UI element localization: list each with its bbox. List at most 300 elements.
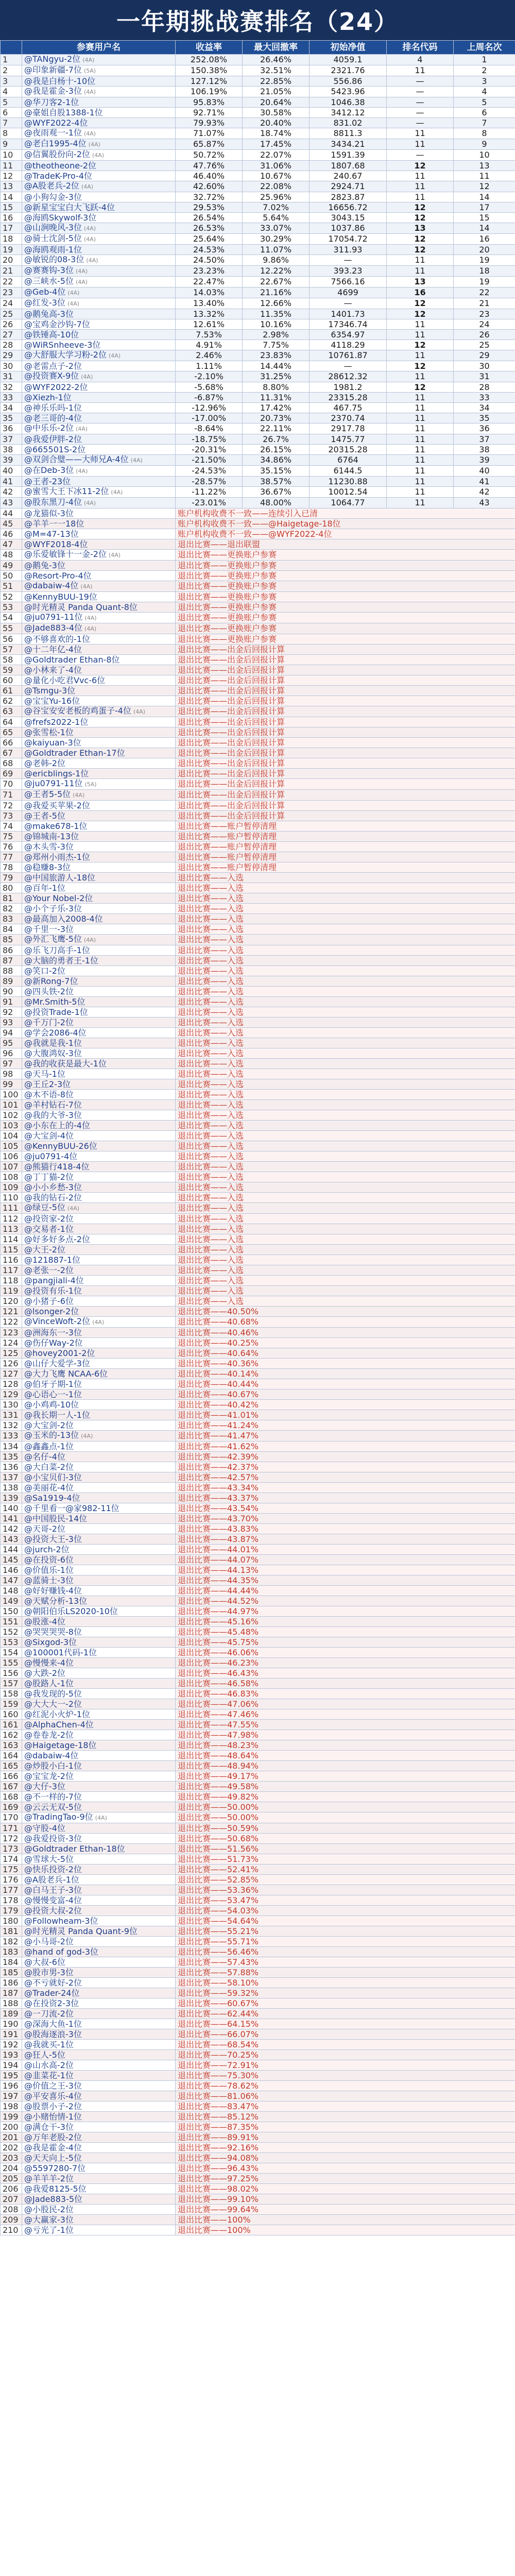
username-link[interactable]: @Jade883-5位 bbox=[24, 2194, 83, 2204]
row-username[interactable] bbox=[22, 1844, 176, 1854]
row-username[interactable] bbox=[22, 361, 176, 371]
username-link[interactable]: @双剑合璧——大师兄A-4位 bbox=[24, 454, 129, 464]
username-link[interactable]: @Sixgod-3位 bbox=[24, 1637, 77, 1647]
row-username[interactable] bbox=[22, 330, 176, 340]
row-username[interactable] bbox=[22, 1472, 176, 1483]
username-link[interactable]: @新星宝宝白大飞跃-4位 bbox=[24, 202, 115, 212]
username-link[interactable]: @在投资-6位 bbox=[24, 1554, 74, 1565]
username-link[interactable]: @WYF2022-2位 bbox=[24, 382, 88, 392]
row-username[interactable] bbox=[22, 1121, 176, 1131]
row-username[interactable] bbox=[22, 1916, 176, 1926]
row-username[interactable] bbox=[22, 1131, 176, 1141]
username-link[interactable]: @我是白杨十-10位 bbox=[24, 76, 96, 86]
username-link[interactable]: @AlphaChen-4位 bbox=[24, 1719, 94, 1730]
username-link[interactable]: @稳赚8-3位 bbox=[24, 862, 71, 872]
row-username[interactable] bbox=[22, 1452, 176, 1462]
row-username[interactable] bbox=[22, 2040, 176, 2050]
username-link[interactable]: @一刀流-2位 bbox=[24, 2008, 74, 2019]
row-username[interactable] bbox=[22, 1709, 176, 1720]
username-link[interactable]: @股票小子-2位 bbox=[24, 2101, 82, 2111]
row-username[interactable] bbox=[22, 779, 176, 790]
username-link[interactable]: @小猪子-6位 bbox=[24, 1296, 74, 1306]
username-link[interactable]: @玉米的-13位 bbox=[24, 1430, 79, 1440]
row-username[interactable] bbox=[22, 1018, 176, 1028]
row-username[interactable] bbox=[22, 1276, 176, 1286]
username-link[interactable]: @大跌-2位 bbox=[24, 1668, 65, 1678]
row-username[interactable] bbox=[22, 738, 176, 748]
row-username[interactable] bbox=[22, 87, 176, 97]
row-username[interactable] bbox=[22, 2071, 176, 2081]
username-link[interactable]: @小股民-2位 bbox=[24, 2204, 74, 2214]
row-username[interactable] bbox=[22, 1193, 176, 1203]
username-link[interactable]: @KennyBUU-19位 bbox=[24, 591, 97, 602]
row-username[interactable] bbox=[22, 65, 176, 76]
username-link[interactable]: @小宝贝们-3位 bbox=[24, 1472, 82, 1482]
row-username[interactable] bbox=[22, 1493, 176, 1503]
username-link[interactable]: @郑州小雨杰-1位 bbox=[24, 852, 90, 862]
username-link[interactable]: @朝阳伯乐LS2020-10位 bbox=[24, 1606, 118, 1616]
row-username[interactable] bbox=[22, 1720, 176, 1730]
row-username[interactable] bbox=[22, 623, 176, 634]
row-username[interactable] bbox=[22, 1782, 176, 1792]
row-username[interactable] bbox=[22, 945, 176, 956]
row-username[interactable] bbox=[22, 393, 176, 403]
row-username[interactable] bbox=[22, 1286, 176, 1296]
row-username[interactable] bbox=[22, 1110, 176, 1121]
username-link[interactable]: @Your Nobel-2位 bbox=[24, 893, 93, 903]
username-link[interactable]: @伯牙子期-1位 bbox=[24, 1379, 82, 1389]
row-username[interactable] bbox=[22, 340, 176, 350]
username-link[interactable]: @投资赛X-9位 bbox=[24, 371, 79, 381]
username-link[interactable]: @神乐乐吗-1位 bbox=[24, 402, 82, 413]
username-link[interactable]: @我爱买苹果-2位 bbox=[24, 800, 90, 810]
username-link[interactable]: @大大大一-2位 bbox=[24, 1699, 82, 1709]
username-link[interactable]: @TANgyu-2位 bbox=[24, 54, 81, 64]
username-link[interactable]: @股市男-3位 bbox=[24, 1967, 74, 1977]
username-link[interactable]: @我是霍金-3位 bbox=[24, 86, 82, 96]
username-link[interactable]: @乐飞刀高手-1位 bbox=[24, 945, 90, 955]
username-link[interactable]: @百年-1位 bbox=[24, 883, 65, 893]
username-link[interactable]: @Followheam-3位 bbox=[24, 1916, 98, 1926]
username-link[interactable]: @价值之王-3位 bbox=[24, 2080, 82, 2091]
username-link[interactable]: @KennyBUU-26位 bbox=[24, 1141, 97, 1151]
row-username[interactable] bbox=[22, 1483, 176, 1493]
row-username[interactable] bbox=[22, 1792, 176, 1802]
row-username[interactable] bbox=[22, 1069, 176, 1079]
row-username[interactable] bbox=[22, 1988, 176, 1998]
row-username[interactable] bbox=[22, 1379, 176, 1389]
username-link[interactable]: @快乐投资-2位 bbox=[24, 1864, 82, 1874]
username-link[interactable]: @鑫鑫点-1位 bbox=[24, 1441, 74, 1451]
username-link[interactable]: @ju0791-11位 bbox=[24, 612, 83, 622]
row-username[interactable] bbox=[22, 1420, 176, 1431]
username-link[interactable]: @不够喜欢的-1位 bbox=[24, 634, 90, 644]
username-link[interactable]: @Resort-Pro-4位 bbox=[24, 570, 92, 581]
row-username[interactable] bbox=[22, 1968, 176, 1978]
row-username[interactable] bbox=[22, 914, 176, 924]
row-username[interactable] bbox=[22, 1606, 176, 1617]
username-link[interactable]: @股涨-4位 bbox=[24, 1616, 65, 1626]
row-username[interactable] bbox=[22, 1296, 176, 1307]
row-username[interactable] bbox=[22, 519, 176, 529]
row-username[interactable] bbox=[22, 2060, 176, 2071]
username-link[interactable]: @TradingTao-9位 bbox=[24, 1812, 93, 1822]
username-link[interactable]: @山水高-2位 bbox=[24, 2060, 74, 2070]
username-link[interactable]: @心语心一-1位 bbox=[24, 1389, 82, 1399]
username-link[interactable]: @小东在上的-4位 bbox=[24, 1120, 90, 1130]
username-link[interactable]: @洲海东一-3位 bbox=[24, 1327, 82, 1337]
username-link[interactable]: @小小乡愁-3位 bbox=[24, 1182, 82, 1192]
username-link[interactable]: @山仔大爱学-3位 bbox=[24, 1358, 90, 1368]
row-username[interactable] bbox=[22, 893, 176, 904]
username-link[interactable]: @Xiezh-1位 bbox=[24, 392, 72, 402]
row-username[interactable] bbox=[22, 1524, 176, 1534]
username-link[interactable]: @守股-4位 bbox=[24, 1823, 65, 1833]
username-link[interactable]: @我的收获是最大-1位 bbox=[24, 1058, 107, 1069]
row-username[interactable] bbox=[22, 1389, 176, 1400]
row-username[interactable] bbox=[22, 1534, 176, 1545]
username-link[interactable]: @宝宝龙-2位 bbox=[24, 1771, 74, 1781]
row-username[interactable] bbox=[22, 1771, 176, 1782]
row-username[interactable] bbox=[22, 1100, 176, 1110]
row-username[interactable] bbox=[22, 675, 176, 686]
row-username[interactable] bbox=[22, 118, 176, 128]
username-link[interactable]: @深海大鱼-1位 bbox=[24, 2019, 82, 2029]
username-link[interactable]: @WiRSnheeve-3位 bbox=[24, 340, 101, 350]
username-link[interactable]: @TradeK-Pro-4位 bbox=[24, 171, 93, 181]
row-username[interactable] bbox=[22, 1307, 176, 1317]
username-link[interactable]: @狂人-5位 bbox=[24, 2049, 65, 2060]
username-link[interactable]: @投资大王-3位 bbox=[24, 1534, 82, 1544]
username-link[interactable]: @鹅兔高-3位 bbox=[24, 309, 74, 319]
username-link[interactable]: @印象新疆-7位 bbox=[24, 65, 82, 75]
username-link[interactable]: @千里一-3位 bbox=[24, 924, 74, 934]
username-link[interactable]: @天哥-2位 bbox=[24, 1523, 65, 1534]
username-link[interactable]: @王丘2-3位 bbox=[24, 1079, 71, 1089]
username-link[interactable]: @小狗勾金-3位 bbox=[24, 192, 82, 202]
row-username[interactable] bbox=[22, 2174, 176, 2184]
row-username[interactable] bbox=[22, 223, 176, 234]
row-username[interactable] bbox=[22, 1802, 176, 1812]
row-username[interactable] bbox=[22, 202, 176, 213]
row-username[interactable] bbox=[22, 1328, 176, 1338]
row-username[interactable] bbox=[22, 2153, 176, 2163]
username-link[interactable]: @亏光了-1位 bbox=[24, 2225, 74, 2235]
row-username[interactable] bbox=[22, 2205, 176, 2215]
username-link[interactable]: @Goldtrader Ethan-8位 bbox=[24, 654, 120, 665]
username-link[interactable]: @大白菜-2位 bbox=[24, 1462, 74, 1472]
row-username[interactable] bbox=[22, 1761, 176, 1771]
row-username[interactable] bbox=[22, 1503, 176, 1514]
row-username[interactable] bbox=[22, 634, 176, 645]
row-username[interactable] bbox=[22, 550, 176, 561]
row-username[interactable] bbox=[22, 852, 176, 862]
username-link[interactable]: @老雷点子-2位 bbox=[24, 361, 82, 371]
row-username[interactable] bbox=[22, 1689, 176, 1699]
username-link[interactable]: @在投资2-3位 bbox=[24, 1998, 79, 2008]
row-username[interactable] bbox=[22, 1637, 176, 1648]
row-username[interactable] bbox=[22, 1151, 176, 1162]
row-username[interactable] bbox=[22, 1431, 176, 1442]
row-username[interactable] bbox=[22, 1203, 176, 1214]
username-link[interactable]: @中国股民-14位 bbox=[24, 1513, 88, 1523]
username-link[interactable]: @鹅兔-3位 bbox=[24, 560, 65, 570]
row-username[interactable] bbox=[22, 769, 176, 779]
username-link[interactable]: @股路人-1位 bbox=[24, 1678, 74, 1688]
username-link[interactable]: @锦城南-13位 bbox=[24, 831, 79, 841]
row-username[interactable] bbox=[22, 1545, 176, 1555]
username-link[interactable]: @jurch-2位 bbox=[24, 1544, 70, 1554]
row-username[interactable] bbox=[22, 434, 176, 445]
username-link[interactable]: @665501S-2位 bbox=[24, 444, 86, 454]
username-link[interactable]: @宝宝Yu-16位 bbox=[24, 696, 80, 706]
username-link[interactable]: @dabaiw-4位 bbox=[24, 1750, 79, 1760]
username-link[interactable]: @小马哥-2位 bbox=[24, 1936, 74, 1946]
username-link[interactable]: @蓝骑士-3位 bbox=[24, 1575, 74, 1585]
row-username[interactable] bbox=[22, 1854, 176, 1865]
username-link[interactable]: @学会2086-4位 bbox=[24, 1027, 87, 1038]
username-link[interactable]: @大腹鸿奴-3位 bbox=[24, 1048, 82, 1058]
row-username[interactable] bbox=[22, 1895, 176, 1906]
username-link[interactable]: @Trader-24位 bbox=[24, 1988, 80, 1998]
row-username[interactable] bbox=[22, 2122, 176, 2132]
username-link[interactable]: @M=47-13位 bbox=[24, 529, 79, 539]
username-link[interactable]: @铁锤高-10位 bbox=[24, 329, 79, 340]
row-username[interactable] bbox=[22, 1957, 176, 1968]
row-username[interactable] bbox=[22, 1338, 176, 1348]
row-username[interactable] bbox=[22, 1998, 176, 2009]
row-username[interactable] bbox=[22, 956, 176, 966]
row-username[interactable] bbox=[22, 403, 176, 413]
username-link[interactable]: @老三哥的-4位 bbox=[24, 413, 82, 423]
username-link[interactable]: @pangjiali-4位 bbox=[24, 1275, 84, 1285]
row-username[interactable] bbox=[22, 498, 176, 509]
username-link[interactable]: @外汇飞鹰-5位 bbox=[24, 934, 82, 944]
username-link[interactable]: @中国旅游人-18位 bbox=[24, 872, 96, 883]
username-link[interactable]: @华刀客2-1位 bbox=[24, 97, 79, 107]
username-link[interactable]: @大叔-6位 bbox=[24, 1957, 65, 1967]
username-link[interactable]: @老张一-2位 bbox=[24, 1265, 74, 1275]
username-link[interactable]: @我就是我-1位 bbox=[24, 1038, 82, 1048]
username-link[interactable]: @小个子乐-3位 bbox=[24, 903, 82, 913]
row-username[interactable] bbox=[22, 192, 176, 202]
username-link[interactable]: @kaiyuan-3位 bbox=[24, 737, 81, 748]
username-link[interactable]: @十二年亿-4位 bbox=[24, 644, 82, 654]
row-username[interactable] bbox=[22, 319, 176, 330]
row-username[interactable] bbox=[22, 1369, 176, 1379]
row-username[interactable] bbox=[22, 255, 176, 266]
username-link[interactable]: @Sa1919-4位 bbox=[24, 1493, 80, 1503]
row-username[interactable] bbox=[22, 1410, 176, 1420]
username-link[interactable]: @ju0791-4位 bbox=[24, 1151, 78, 1161]
row-username[interactable] bbox=[22, 1978, 176, 1988]
username-link[interactable]: @我的大爷-3位 bbox=[24, 1110, 82, 1120]
row-username[interactable] bbox=[22, 234, 176, 245]
row-username[interactable] bbox=[22, 445, 176, 455]
row-username[interactable] bbox=[22, 1617, 176, 1627]
row-username[interactable] bbox=[22, 561, 176, 571]
row-username[interactable] bbox=[22, 2143, 176, 2153]
username-link[interactable]: @大仔-3位 bbox=[24, 1781, 65, 1791]
username-link[interactable]: @王者-23位 bbox=[24, 476, 71, 486]
username-link[interactable]: @老白1995-4位 bbox=[24, 139, 87, 148]
username-link[interactable]: @新Rong-7位 bbox=[24, 976, 78, 986]
row-username[interactable] bbox=[22, 1596, 176, 1606]
row-username[interactable] bbox=[22, 309, 176, 319]
username-link[interactable]: @名仔-4位 bbox=[24, 1451, 65, 1462]
username-link[interactable]: @云云无双-5位 bbox=[24, 1802, 82, 1812]
row-username[interactable] bbox=[22, 2225, 176, 2235]
username-link[interactable]: @木头雪-3位 bbox=[24, 841, 74, 852]
username-link[interactable]: @我的钻石-2位 bbox=[24, 1192, 82, 1202]
row-username[interactable] bbox=[22, 748, 176, 758]
username-link[interactable]: @海鸥观雨-1位 bbox=[24, 244, 82, 255]
username-link[interactable]: @信翼股份向-2位 bbox=[24, 149, 90, 159]
row-username[interactable] bbox=[22, 2009, 176, 2019]
username-link[interactable]: @天天向上-5位 bbox=[24, 2153, 82, 2163]
username-link[interactable]: @蜜雪大王下冰11-2位 bbox=[24, 486, 109, 496]
username-link[interactable]: @大舒服大学习粉-2位 bbox=[24, 350, 107, 360]
username-link[interactable]: @慢慢来-4位 bbox=[24, 1657, 74, 1668]
row-username[interactable] bbox=[22, 2215, 176, 2225]
username-link[interactable]: @卷卷龙-2位 bbox=[24, 1730, 74, 1740]
username-link[interactable]: @投资大叔-2位 bbox=[24, 1905, 82, 1916]
username-link[interactable]: @WYF2018-4位 bbox=[24, 539, 88, 549]
row-username[interactable] bbox=[22, 1865, 176, 1875]
row-username[interactable] bbox=[22, 382, 176, 393]
row-username[interactable] bbox=[22, 1255, 176, 1265]
username-link[interactable]: @木不语-8位 bbox=[24, 1089, 74, 1099]
row-username[interactable] bbox=[22, 1317, 176, 1328]
row-username[interactable] bbox=[22, 213, 176, 223]
username-link[interactable]: @满仓干-3位 bbox=[24, 2122, 74, 2132]
row-username[interactable] bbox=[22, 1586, 176, 1596]
username-link[interactable]: @大王-2位 bbox=[24, 1244, 65, 1255]
row-username[interactable] bbox=[22, 1234, 176, 1245]
row-username[interactable] bbox=[22, 2163, 176, 2174]
row-username[interactable] bbox=[22, 1906, 176, 1916]
username-link[interactable]: @夜雨观一-1位 bbox=[24, 128, 82, 138]
username-link[interactable]: @好多好多点-2位 bbox=[24, 1234, 90, 1244]
username-link[interactable]: @王者5-5位 bbox=[24, 789, 71, 799]
username-link[interactable]: @投资Trade-1位 bbox=[24, 1007, 88, 1017]
username-link[interactable]: @WYF2022-4位 bbox=[24, 117, 88, 128]
row-username[interactable] bbox=[22, 466, 176, 477]
row-username[interactable] bbox=[22, 1648, 176, 1658]
row-username[interactable] bbox=[22, 686, 176, 696]
row-username[interactable] bbox=[22, 1875, 176, 1885]
row-username[interactable] bbox=[22, 108, 176, 118]
row-username[interactable] bbox=[22, 2132, 176, 2143]
row-username[interactable] bbox=[22, 1658, 176, 1668]
row-username[interactable] bbox=[22, 298, 176, 309]
username-link[interactable]: @好好赚钱-4位 bbox=[24, 1585, 82, 1596]
row-username[interactable] bbox=[22, 1812, 176, 1823]
row-username[interactable] bbox=[22, 613, 176, 623]
row-username[interactable] bbox=[22, 1730, 176, 1740]
row-username[interactable] bbox=[22, 571, 176, 581]
username-link[interactable]: @大脑的勇者王-1位 bbox=[24, 955, 98, 965]
row-username[interactable] bbox=[22, 139, 176, 150]
row-username[interactable] bbox=[22, 477, 176, 487]
username-link[interactable]: @theotheone-2位 bbox=[24, 160, 97, 171]
username-link[interactable]: @羊羊羊-2位 bbox=[24, 2173, 74, 2183]
row-username[interactable] bbox=[22, 1028, 176, 1038]
username-link[interactable]: @股海逐浪-3位 bbox=[24, 2029, 82, 2039]
username-link[interactable]: @100001代码-1位 bbox=[24, 1647, 97, 1657]
username-link[interactable]: @四头铁-2位 bbox=[24, 986, 74, 996]
row-username[interactable] bbox=[22, 1182, 176, 1193]
username-link[interactable]: @frefs2022-1位 bbox=[24, 717, 89, 727]
username-link[interactable]: @中乐乐-2位 bbox=[24, 423, 74, 433]
username-link[interactable]: @我就买-1位 bbox=[24, 2039, 74, 2049]
row-username[interactable] bbox=[22, 758, 176, 769]
username-link[interactable]: @大赢家-3位 bbox=[24, 2214, 74, 2225]
row-username[interactable] bbox=[22, 350, 176, 361]
row-username[interactable] bbox=[22, 1265, 176, 1276]
row-username[interactable] bbox=[22, 371, 176, 382]
username-link[interactable]: @万年老股-2位 bbox=[24, 2132, 82, 2142]
row-username[interactable] bbox=[22, 2194, 176, 2205]
username-link[interactable]: @羊村钻石-7位 bbox=[24, 1099, 82, 1110]
row-username[interactable] bbox=[22, 1514, 176, 1524]
row-username[interactable] bbox=[22, 1926, 176, 1937]
row-username[interactable] bbox=[22, 1679, 176, 1689]
username-link[interactable]: @千里看一@家982-11位 bbox=[24, 1503, 119, 1513]
row-username[interactable] bbox=[22, 1751, 176, 1761]
username-link[interactable]: @大宝剑-2位 bbox=[24, 1420, 74, 1430]
row-username[interactable] bbox=[22, 1937, 176, 1947]
row-username[interactable] bbox=[22, 1048, 176, 1059]
username-link[interactable]: @红泥小火炉-1位 bbox=[24, 1709, 90, 1719]
username-link[interactable]: @ju0791-11位 bbox=[24, 778, 83, 788]
username-link[interactable]: @Goldtrader Ethan-17位 bbox=[24, 748, 125, 758]
username-link[interactable]: @大力飞鹰 NCAA-6位 bbox=[24, 1368, 108, 1379]
row-username[interactable] bbox=[22, 161, 176, 171]
username-link[interactable]: @乐爱敏锋十一金-2位 bbox=[24, 549, 107, 559]
row-username[interactable] bbox=[22, 935, 176, 945]
row-username[interactable] bbox=[22, 1668, 176, 1679]
row-username[interactable] bbox=[22, 873, 176, 883]
username-link[interactable]: @股东黑刀-4位 bbox=[24, 497, 82, 507]
username-link[interactable]: @白马王子-3位 bbox=[24, 1885, 82, 1895]
username-link[interactable]: @老韩-2位 bbox=[24, 758, 65, 768]
username-link[interactable]: @不亏就好-2位 bbox=[24, 1977, 82, 1988]
row-username[interactable] bbox=[22, 128, 176, 139]
username-link[interactable]: @敏锐的08-3位 bbox=[24, 255, 84, 264]
row-username[interactable] bbox=[22, 602, 176, 613]
row-username[interactable] bbox=[22, 171, 176, 181]
row-username[interactable] bbox=[22, 1214, 176, 1224]
username-link[interactable]: @宝鸡金沙钩-7位 bbox=[24, 319, 90, 329]
row-username[interactable] bbox=[22, 904, 176, 914]
username-link[interactable]: @慢慢变富-4位 bbox=[24, 1895, 82, 1905]
username-link[interactable]: @山涧晚风-3位 bbox=[24, 223, 82, 232]
row-username[interactable] bbox=[22, 1141, 176, 1151]
row-username[interactable] bbox=[22, 1038, 176, 1048]
username-link[interactable]: @量化小吃君Vvc-6位 bbox=[24, 675, 106, 685]
username-link[interactable]: @我爱投资-3位 bbox=[24, 1833, 82, 1843]
row-username[interactable] bbox=[22, 883, 176, 893]
row-username[interactable] bbox=[22, 976, 176, 987]
username-link[interactable]: @海鸥Skywolf-3位 bbox=[24, 212, 97, 223]
row-username[interactable] bbox=[22, 842, 176, 852]
username-link[interactable]: @张雪松-1位 bbox=[24, 727, 74, 737]
row-username[interactable] bbox=[22, 1575, 176, 1586]
username-link[interactable]: @dabaiw-4位 bbox=[24, 581, 79, 590]
username-link[interactable]: @小赌怡情-1位 bbox=[24, 2111, 82, 2122]
row-username[interactable] bbox=[22, 717, 176, 727]
